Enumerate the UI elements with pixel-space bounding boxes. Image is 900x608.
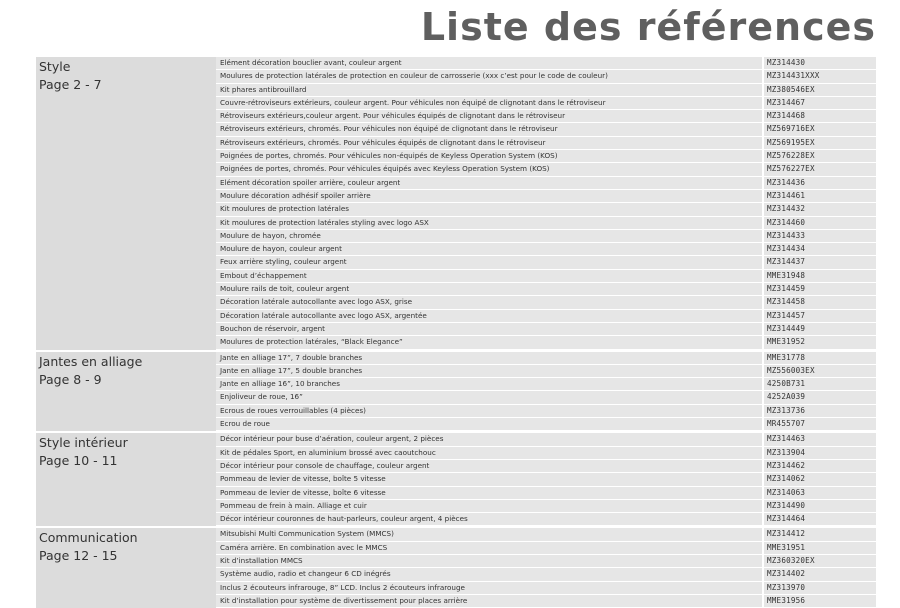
item-description: Moulures de protection latérales de protection en couleur de carrosserie (xxx c’est pour le code de couleur) [216, 70, 762, 82]
category-name: Communication [39, 530, 138, 546]
category-cell [36, 528, 216, 608]
table-row [216, 433, 876, 446]
table-row [216, 323, 876, 336]
item-reference: 4250B731 [764, 378, 876, 390]
item-description: Jante en alliage 17”, 7 double branches [216, 352, 762, 364]
item-description: Kit moulures de protection latérales [216, 203, 762, 215]
table-row [216, 243, 876, 256]
item-description: Jante en alliage 17”, 5 double branches [216, 365, 762, 377]
reference-rows [216, 528, 876, 608]
item-description: Ecrous de roues verrouillables (4 pièces) [216, 405, 762, 417]
category-name: Style [39, 59, 71, 74]
item-reference: MZ313904 [764, 447, 876, 459]
item-reference: MZ314449 [764, 323, 876, 335]
item-reference: MZ569716EX [764, 123, 876, 135]
table-row [216, 163, 876, 176]
item-reference: MZ569195EX [764, 137, 876, 149]
item-reference: MZ314461 [764, 190, 876, 202]
item-description: Inclus 2 écouteurs infrarouge, 8” LCD. Inclus 2 écouteurs infrarouge [216, 582, 762, 594]
item-reference: MME31956 [764, 595, 876, 607]
item-description: Décor intérieur pour buse d’aération, couleur argent, 2 pièces [216, 433, 762, 445]
table-row [216, 177, 876, 190]
item-description: Moulure décoration adhésif spoiler arrière [216, 190, 762, 202]
item-reference: MZ314458 [764, 296, 876, 308]
item-reference: MZ314063 [764, 487, 876, 499]
item-reference: MME31778 [764, 352, 876, 364]
item-reference: MME31951 [764, 542, 876, 554]
table-row [216, 336, 876, 349]
table-row [216, 110, 876, 123]
section-3 [36, 526, 876, 608]
table-row [216, 391, 876, 404]
table-row [216, 568, 876, 581]
item-description: Couvre-rétroviseurs extérieurs, couleur argent. Pour véhicules non équipé de clignotant dans le rétroviseur [216, 97, 762, 109]
table-row [216, 190, 876, 203]
item-description: Bouchon de réservoir, argent [216, 323, 762, 335]
reference-rows [216, 352, 876, 432]
item-description: Moulures de protection latérales, “Black Elegance” [216, 336, 762, 348]
item-description: Poignées de portes, chromés. Pour véhicules équipés avec Keyless Operation System (KOS) [216, 163, 762, 175]
table-row [216, 555, 876, 568]
table-row [216, 230, 876, 243]
item-description: Décoration latérale autocollante avec logo ASX, grise [216, 296, 762, 308]
item-reference: MZ556003EX [764, 365, 876, 377]
page-title: Liste des références [420, 5, 876, 49]
item-description: Pommeau de frein à main. Alliage et cuir [216, 500, 762, 512]
item-description: Rétroviseurs extérieurs,couleur argent. Pour véhicules équipés de clignotant dans le rétroviseur [216, 110, 762, 122]
table-row [216, 217, 876, 230]
item-reference: MR455707 [764, 418, 876, 430]
item-description: Caméra arrière. En combination avec le MMCS [216, 542, 762, 554]
category-pages: Page 10 - 11 [39, 453, 118, 469]
item-description: Rétroviseurs extérieurs, chromés. Pour véhicules équipés de clignotant dans le rétroviseur [216, 137, 762, 149]
item-description: Feux arrière styling, couleur argent [216, 256, 762, 268]
item-description: Embout d’échappement [216, 270, 762, 282]
category-pages: Page 2 - 7 [39, 77, 102, 92]
item-reference: MME31952 [764, 336, 876, 348]
item-reference: MZ314062 [764, 473, 876, 485]
table-row [216, 137, 876, 150]
table-row [216, 378, 876, 391]
item-reference: MZ314431XXX [764, 70, 876, 82]
item-description: Kit d’installation pour système de divertissement pour places arrière [216, 595, 762, 607]
item-description: Kit d’installation MMCS [216, 555, 762, 567]
item-reference: MZ314433 [764, 230, 876, 242]
item-reference: MZ314464 [764, 513, 876, 525]
item-description: Elément décoration bouclier avant, couleur argent [216, 57, 762, 69]
table-row [216, 460, 876, 473]
item-description: Ecrou de roue [216, 418, 762, 430]
item-description: Poignées de portes, chromés. Pour véhicules non-équipés de Keyless Operation System (KOS) [216, 150, 762, 162]
item-reference: MZ380546EX [764, 84, 876, 96]
reference-list [36, 57, 876, 608]
table-row [216, 352, 876, 365]
table-row [216, 447, 876, 460]
item-description: Moulure de hayon, couleur argent [216, 243, 762, 255]
item-description: Pommeau de levier de vitesse, boîte 6 vitesse [216, 487, 762, 499]
table-row [216, 310, 876, 323]
item-reference: MZ314490 [764, 500, 876, 512]
item-reference: MZ314430 [764, 57, 876, 69]
category-cell [36, 57, 216, 350]
section-0 [36, 57, 876, 350]
item-reference: MZ314437 [764, 256, 876, 268]
category-pages: Page 12 - 15 [39, 548, 118, 564]
category-cell [36, 433, 216, 526]
table-row [216, 473, 876, 486]
reference-rows [216, 433, 876, 526]
item-description: Elément décoration spoiler arrière, couleur argent [216, 177, 762, 189]
table-row [216, 270, 876, 283]
item-reference: MME31948 [764, 270, 876, 282]
item-reference: 4252A039 [764, 391, 876, 403]
item-description: Moulure rails de toit, couleur argent [216, 283, 762, 295]
item-description: Décor intérieur pour console de chauffage, couleur argent [216, 460, 762, 472]
item-reference: MZ314402 [764, 568, 876, 580]
item-description: Décoration latérale autocollante avec logo ASX, argentée [216, 310, 762, 322]
item-reference: MZ313736 [764, 405, 876, 417]
category-name: Jantes en alliage [39, 353, 143, 369]
reference-rows [216, 57, 876, 350]
item-description: Mitsubishi Multi Communication System (MMCS) [216, 528, 762, 540]
item-description: Système audio, radio et changeur 6 CD inégrés [216, 568, 762, 580]
category-cell [36, 352, 216, 432]
item-description: Rétroviseurs extérieurs, chromés. Pour véhicules non équipé de clignotant dans le rétroviseur [216, 123, 762, 135]
table-row [216, 487, 876, 500]
item-description: Kit phares antibrouillard [216, 84, 762, 96]
table-row [216, 513, 876, 526]
table-row [216, 418, 876, 431]
table-row [216, 528, 876, 541]
item-description: Enjoliveur de roue, 16” [216, 391, 762, 403]
table-row [216, 123, 876, 136]
table-row [216, 595, 876, 608]
section-1 [36, 350, 876, 432]
table-row [216, 283, 876, 296]
table-row [216, 405, 876, 418]
item-reference: MZ314434 [764, 243, 876, 255]
item-reference: MZ314468 [764, 110, 876, 122]
item-reference: MZ314467 [764, 97, 876, 109]
table-row [216, 256, 876, 269]
item-description: Jante en alliage 16”, 10 branches [216, 378, 762, 390]
category-pages: Page 8 - 9 [39, 371, 102, 387]
item-reference: MZ314459 [764, 283, 876, 295]
table-row [216, 582, 876, 595]
table-row [216, 542, 876, 555]
item-description: Moulure de hayon, chromée [216, 230, 762, 242]
item-reference: MZ314432 [764, 203, 876, 215]
item-reference: MZ314457 [764, 310, 876, 322]
item-reference: MZ314463 [764, 433, 876, 445]
table-row [216, 296, 876, 309]
item-description: Kit moulures de protection latérales styling avec logo ASX [216, 217, 762, 229]
table-row [216, 97, 876, 110]
table-row [216, 150, 876, 163]
item-reference: MZ314436 [764, 177, 876, 189]
table-row [216, 203, 876, 216]
category-name: Style intérieur [39, 435, 128, 451]
item-reference: MZ313970 [764, 582, 876, 594]
item-reference: MZ576228EX [764, 150, 876, 162]
item-description: Pommeau de levier de vitesse, boîte 5 vitesse [216, 473, 762, 485]
table-row [216, 500, 876, 513]
item-reference: MZ314462 [764, 460, 876, 472]
table-row [216, 70, 876, 83]
item-reference: MZ314412 [764, 528, 876, 540]
item-description: Kit de pédales Sport, en aluminium brossé avec caoutchouc [216, 447, 762, 459]
item-reference: MZ360320EX [764, 555, 876, 567]
section-2 [36, 431, 876, 526]
table-row [216, 365, 876, 378]
table-row [216, 84, 876, 97]
item-description: Décor intérieur couronnes de haut-parleurs, couleur argent, 4 pièces [216, 513, 762, 525]
table-row [216, 57, 876, 70]
item-reference: MZ314460 [764, 217, 876, 229]
item-reference: MZ576227EX [764, 163, 876, 175]
